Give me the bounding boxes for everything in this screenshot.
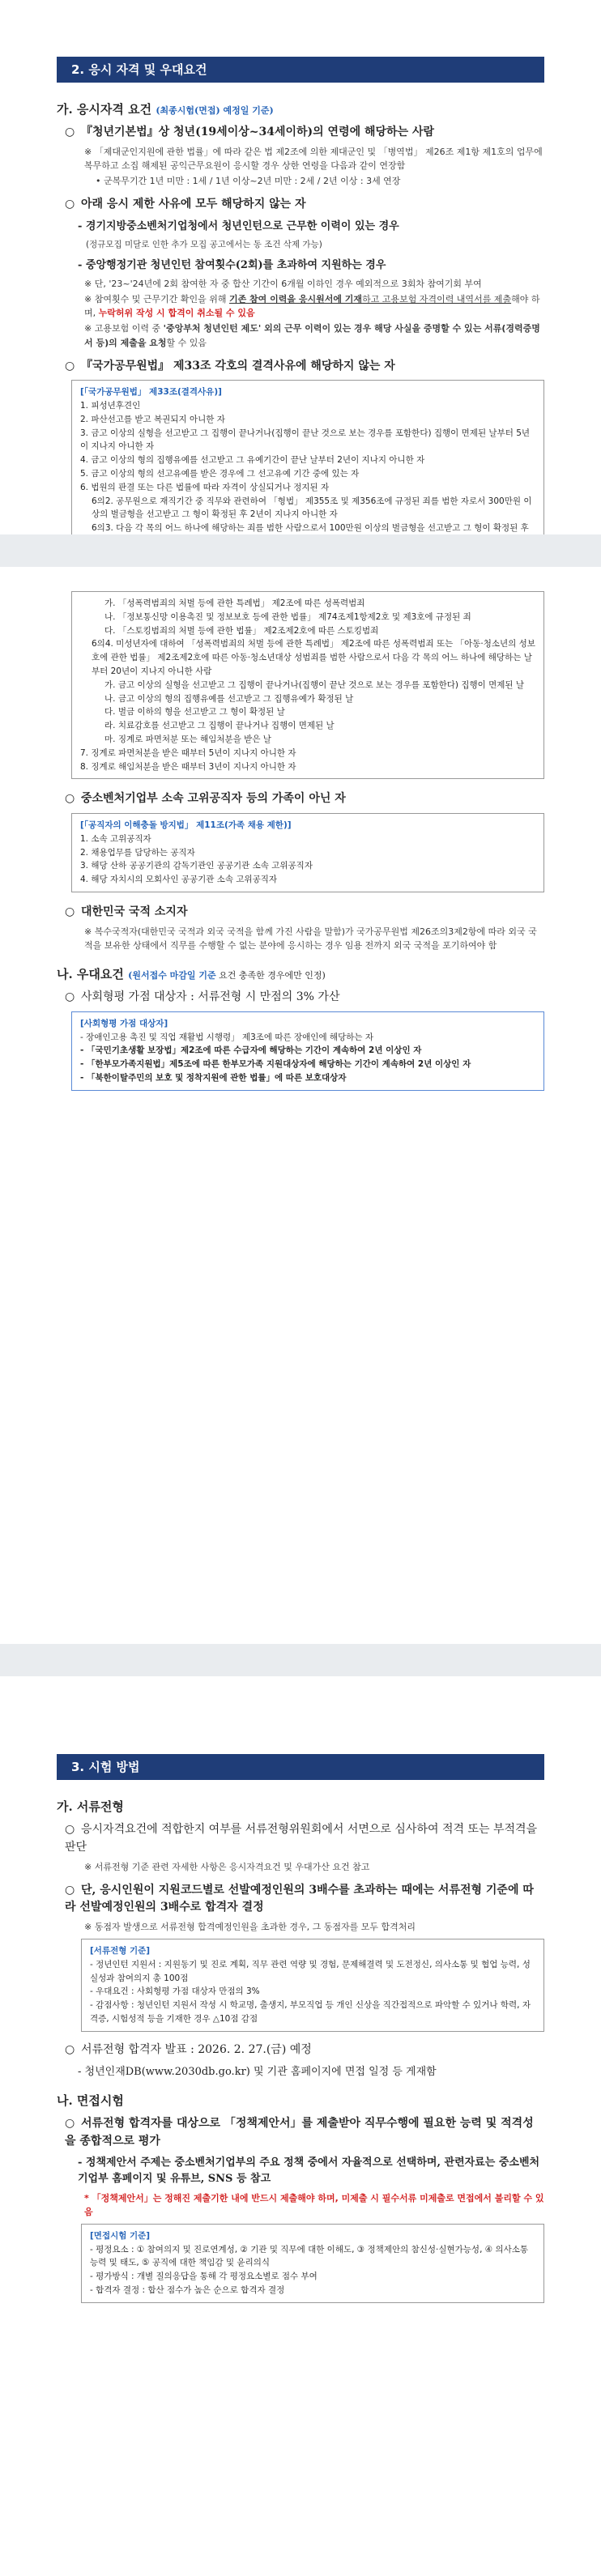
civil-item: 6. 법원의 판결 또는 다른 법률에 따라 자격이 상실되거나 정지된 자 xyxy=(80,482,330,492)
restriction-note-2: ※ 참여횟수 및 근무기간 확인을 위해 기존 참여 이력을 응시원서에 기재하고 고용보험 자격이력 내역서를 제출해야 하며, 누락허위 작성 시 합격이 취소될 수 있음 xyxy=(84,294,540,319)
social-item: - 「한부모가족지원법」제5조에 따른 한부모가족 지원대상자에 해당하는 기간이 계속하여 2년 이상인 자 xyxy=(80,1059,471,1070)
document-screening-heading: 가. 서류전형 xyxy=(57,1799,124,1814)
section-2-header: 2. 응시 자격 및 우대요건 xyxy=(57,57,544,83)
page-3 xyxy=(0,1676,601,2576)
civil-item: 6의4. 미성년자에 대하여 「성폭력범죄의 처벌 등에 관한 특례법」 제2조에 따른 성폭력범죄 또는 「아동·청소년의 성보호에 관한 법률」 제2조제2호에 따른 아동·청소년대상 성범죄를 범한 사람으로서 다음 각 목의 어느 하나에 해당하는 날부터 20년이 지나지 아니한 사람 xyxy=(92,639,535,676)
restriction-item-1: - 경기지방중소벤처기업청에서 청년인턴으로 근무한 이력이 있는 경우 xyxy=(78,219,399,232)
civil-item: 가. 금고 이상의 실형을 선고받고 그 집행이 끝나거나(집행이 끝난 것으로 보는 경우를 포함한다) 집행이 면제된 날 xyxy=(104,679,525,690)
document-criteria-title: [서류전형 기준] xyxy=(90,1946,151,1956)
civil-item: 8. 징계로 해임처분을 받은 때부터 3년이 지나지 아니한 자 xyxy=(80,761,296,772)
document-screening-rule: ○ 단, 응시인원이 지원코드별로 선발예정인원의 3배수를 초과하는 때에는 서류전형 기준에 따라 선발예정인원의 3배수로 합격자 결정 xyxy=(65,1883,534,1914)
sme-family-criterion: ○ 중소벤처기업부 소속 고위공직자 등의 가족이 아닌 자 xyxy=(65,792,346,806)
sme-item: 4. 해당 자치시의 모회사인 공공기관 소속 고위공직자 xyxy=(80,875,278,885)
sme-box-title: [「공직자의 이해충돌 방지법」 제11조(가족 채용 제한)] xyxy=(80,820,292,831)
interview-heading: 나. 면접시험 xyxy=(57,2093,124,2108)
restriction-note-3: ※ 고용보험 이력 중 '중앙부처 청년인턴 제도' 외의 근무 이력이 있는 경우 해당 사실을 증명할 수 있는 서류(경력증명서 등)의 제출을 요청할 수 있음 xyxy=(84,323,540,348)
document-screening-desc: ○ 응시자격요건에 적합한지 여부를 서류전형위원회에서 서면으로 심사하여 적격 또는 부적격을 판단 xyxy=(65,1823,538,1854)
civil-item: 마. 징계로 파면처분 또는 해임처분을 받은 날 xyxy=(104,734,271,744)
civil-item: 나. 「정보통신망 이용촉진 및 정보보호 등에 관한 법률」 제74조제1항제2호 및 제3호에 규정된 죄 xyxy=(104,611,471,622)
document-screening-tie-note: ※ 동점자 발생으로 서류전형 합격예정인원을 초과한 경우, 그 동점자를 모두 합격처리 xyxy=(84,1922,416,1933)
page-gap xyxy=(0,1644,601,1676)
social-item: - 「북한이탈주민의 보호 및 정착지원에 관한 법률」에 따른 보호대상자 xyxy=(80,1072,347,1083)
preference-heading: 나. 우대요건 (원서접수 마감일 기준 요건 충족한 경우에만 인정) xyxy=(57,966,326,981)
civil-item: 7. 징계로 파면처분을 받은 때부터 5년이 지나지 아니한 자 xyxy=(80,747,296,758)
document-criteria-item: - 감점사항 : 청년인턴 지원서 작성 시 학교명, 출생지, 부모직업 등 개인 신상을 직간접적으로 파악할 수 있거나 학력, 자격증, 시험성적 등을 기재한 경우 △10점 감점 xyxy=(90,2000,531,2025)
civil-item: 5. 금고 이상의 형의 선고유예를 받은 경우에 그 선고유예 기간 중에 있는 자 xyxy=(80,469,360,479)
civil-item: 3. 금고 이상의 실형을 선고받고 그 집행이 끝나거나(집행이 끝난 것으로 보는 경우를 포함한다) 집행이 면제된 날부터 5년이 지나지 아니한 자 xyxy=(80,428,531,452)
interview-criteria-item: - 합격자 결정 : 합산 점수가 높은 순으로 합격자 결정 xyxy=(90,2284,285,2295)
civil-item: 6의3. 다음 각 목의 어느 하나에 해당하는 죄를 범한 사람으로서 100만원 이상의 벌금형을 선고받고 그 형이 확정된 후 xyxy=(92,523,529,534)
interview-criteria-item: - 평가방식 : 개별 질의응답을 통해 각 평정요소별로 점수 부여 xyxy=(90,2272,318,2282)
interview-topic: - 정책제안서 주제는 중소벤처기업부의 주요 정책 중에서 자율적으로 선택하며, 관련자료는 중소벤처기업부 홈페이지 및 유튜브, SNS 등 참고 xyxy=(78,2157,540,2186)
civil-item: 2. 파산선고를 받고 복권되지 아니한 자 xyxy=(80,414,225,424)
social-equity-line: ○ 사회형평 가점 대상자 : 서류전형 시 만점의 3% 가산 xyxy=(65,990,340,1004)
interview-warning: * 「정책제안서」는 정해진 제출기한 내에 반드시 제출해야 하며, 미제출 시 필수서류 미제출로 면접에서 불리할 수 있음 xyxy=(84,2192,544,2217)
restriction-item-1-note: (정규모집 미달로 인한 추가 모집 공고에서는 동 조건 삭제 가능) xyxy=(86,239,322,249)
page-gap xyxy=(0,534,601,567)
civil-service-box-continued xyxy=(71,591,544,779)
eligibility-heading: 가. 응시자격 요건 (최종시험(면접) 예정일 기준) xyxy=(57,102,274,117)
civil-item: 6의2. 공무원으로 재직기간 중 직무와 관련하여 「형법」 제355조 및 제356조에 규정된 죄를 범한 자로서 300만원 이상의 벌금형을 선고받고 그 형이 확정된 후 2년이 지나지 아니한 자 xyxy=(92,496,532,520)
sme-item: 3. 해당 산하 공공기관의 감독기관인 공공기관 소속 고위공직자 xyxy=(80,861,313,871)
section-2-body xyxy=(57,100,544,560)
civil-service-criterion: ○ 『국가공무원법』 제33조 각호의 결격사유에 해당하지 않는 자 xyxy=(65,359,395,373)
social-box-title: [사회형평 가점 대상자] xyxy=(80,1018,168,1028)
nationality-note: ※ 복수국적자(대한민국 국적과 외국 국적을 함께 가진 사람을 말함)가 국가공무원법 제26조의3제2항에 따라 외국 국적을 보유한 상태에서 직무를 수행할 수 없는 분야에 응시하는 경우 임용 전까지 외국 국적을 포기하여야 함 xyxy=(84,926,537,951)
section-3-body xyxy=(57,1798,544,2308)
restriction-item-2: - 중앙행정기관 청년인턴 참여횟수(2회)를 초과하여 지원하는 경우 xyxy=(78,259,386,272)
interview-criteria-box xyxy=(81,2224,544,2303)
interview-criteria-title: [면접시험 기준] xyxy=(90,2230,151,2241)
page-2 xyxy=(0,567,601,1733)
civil-service-box-title: [「국가공무원법」 제33조(결격사유)] xyxy=(80,387,222,398)
civil-item: 가. 「성폭력범죄의 처벌 등에 관한 특례법」 제2조에 따른 성폭력범죄 xyxy=(104,598,365,608)
restriction-criterion: ○ 아래 응시 제한 사유에 모두 해당하지 않는 자 xyxy=(65,198,306,211)
youth-note: ※ 「제대군인지원에 관한 법률」에 따라 같은 법 제2조에 의한 제대군인 및 「병역법」 제26조 제1항 제1호의 업무에 복무하고 소집 해제된 공익근무요원이 응시할 경우 상한 연령을 다음과 같이 연장함 xyxy=(84,146,543,171)
interview-desc: ○ 서류전형 합격자를 대상으로 「정책제안서」를 제출받아 직무수행에 필요한 능력 및 적격성을 종합적으로 평가 xyxy=(65,2116,534,2148)
document-criteria-item: - 정년인턴 지원서 : 지원동기 및 진로 계획, 직무 관련 역량 및 경험, 문제해결력 및 도전정신, 의사소통 및 협업 능력, 성실성과 참여의지 총 100점 xyxy=(90,1959,531,1983)
civil-item: 4. 금고 이상의 형의 집행유예를 선고받고 그 유예기간이 끝난 날부터 2년이 지나지 아니한 자 xyxy=(80,455,425,466)
restriction-note-1: ※ 단, '23~'24년에 2회 참여한 자 중 합산 기간이 6개월 이하인 경우 예외적으로 3회차 참여기회 부여 xyxy=(84,279,482,290)
civil-item: 다. 「스토킹범죄의 처벌 등에 관한 법률」 제2조제2호에 따른 스토킹범죄 xyxy=(104,625,379,636)
document-result-note: - 청년인재DB(www.2030db.go.kr) 및 기관 홈페이지에 면접 일정 등 게재함 xyxy=(78,2065,437,2078)
civil-item: 라. 치료감호를 선고받고 그 집행이 끝나거나 집행이 면제된 날 xyxy=(104,721,335,731)
page-2-body xyxy=(57,591,544,1096)
document-result-date: ○ 서류전형 합격자 발표 : 2026. 2. 27.(금) 예정 xyxy=(65,2042,312,2056)
youth-criterion: ○ 『청년기본법』상 청년(19세이상~34세이하)의 연령에 해당하는 사람 xyxy=(65,126,435,139)
social-item: - 장애인고용 촉진 및 직업 재활법 시행령」 제3조에 따른 장애인에 해당하는 자 xyxy=(80,1032,373,1042)
document-criteria-item: - 우대요건 : 사회형평 가점 대상자 만점의 3% xyxy=(90,1986,260,1997)
sme-family-box xyxy=(71,813,544,892)
civil-item: 다. 벌금 이하의 형을 선고받고 그 형이 확정된 날 xyxy=(104,707,285,717)
interview-criteria-item: - 평정요소 : ① 참여의지 및 진로연계성, ② 기관 및 직무에 대한 이해도, ③ 정책제안의 참신성·실현가능성, ④ 의사소통 능력 및 태도, ⑤ 공직에 대한 책임감 및 윤리의식 xyxy=(90,2244,529,2268)
nationality-criterion: ○ 대한민국 국적 소지자 xyxy=(65,905,188,919)
section-3-header: 3. 시험 방법 xyxy=(57,1754,544,1780)
sme-item: 1. 소속 고위공직자 xyxy=(80,833,151,844)
civil-service-box xyxy=(71,380,544,555)
youth-note-sub: • 군복무기간 1년 미만 : 1세 / 1년 이상~2년 미만 : 2세 / 2년 이상 : 3세 연장 xyxy=(96,176,401,187)
document-screening-note: ※ 서류전형 기준 관련 자세한 사항은 응시자격요건 및 우대가산 요건 참고 xyxy=(84,1861,370,1872)
social-equity-box xyxy=(71,1011,544,1091)
civil-item: 1. 피성년후견인 xyxy=(80,401,141,411)
sme-item: 2. 채용업무를 담당하는 공직자 xyxy=(80,847,195,858)
social-item: - 「국민기초생활 보장법」제2조에 따른 수급자에 해당하는 기간이 계속하여 2년 이상인 자 xyxy=(80,1045,422,1056)
page-1 xyxy=(0,0,601,534)
civil-item: 나. 금고 이상의 형의 집행유예를 선고받고 그 집행유예가 확정된 날 xyxy=(104,693,354,704)
document-criteria-box xyxy=(81,1939,544,2032)
